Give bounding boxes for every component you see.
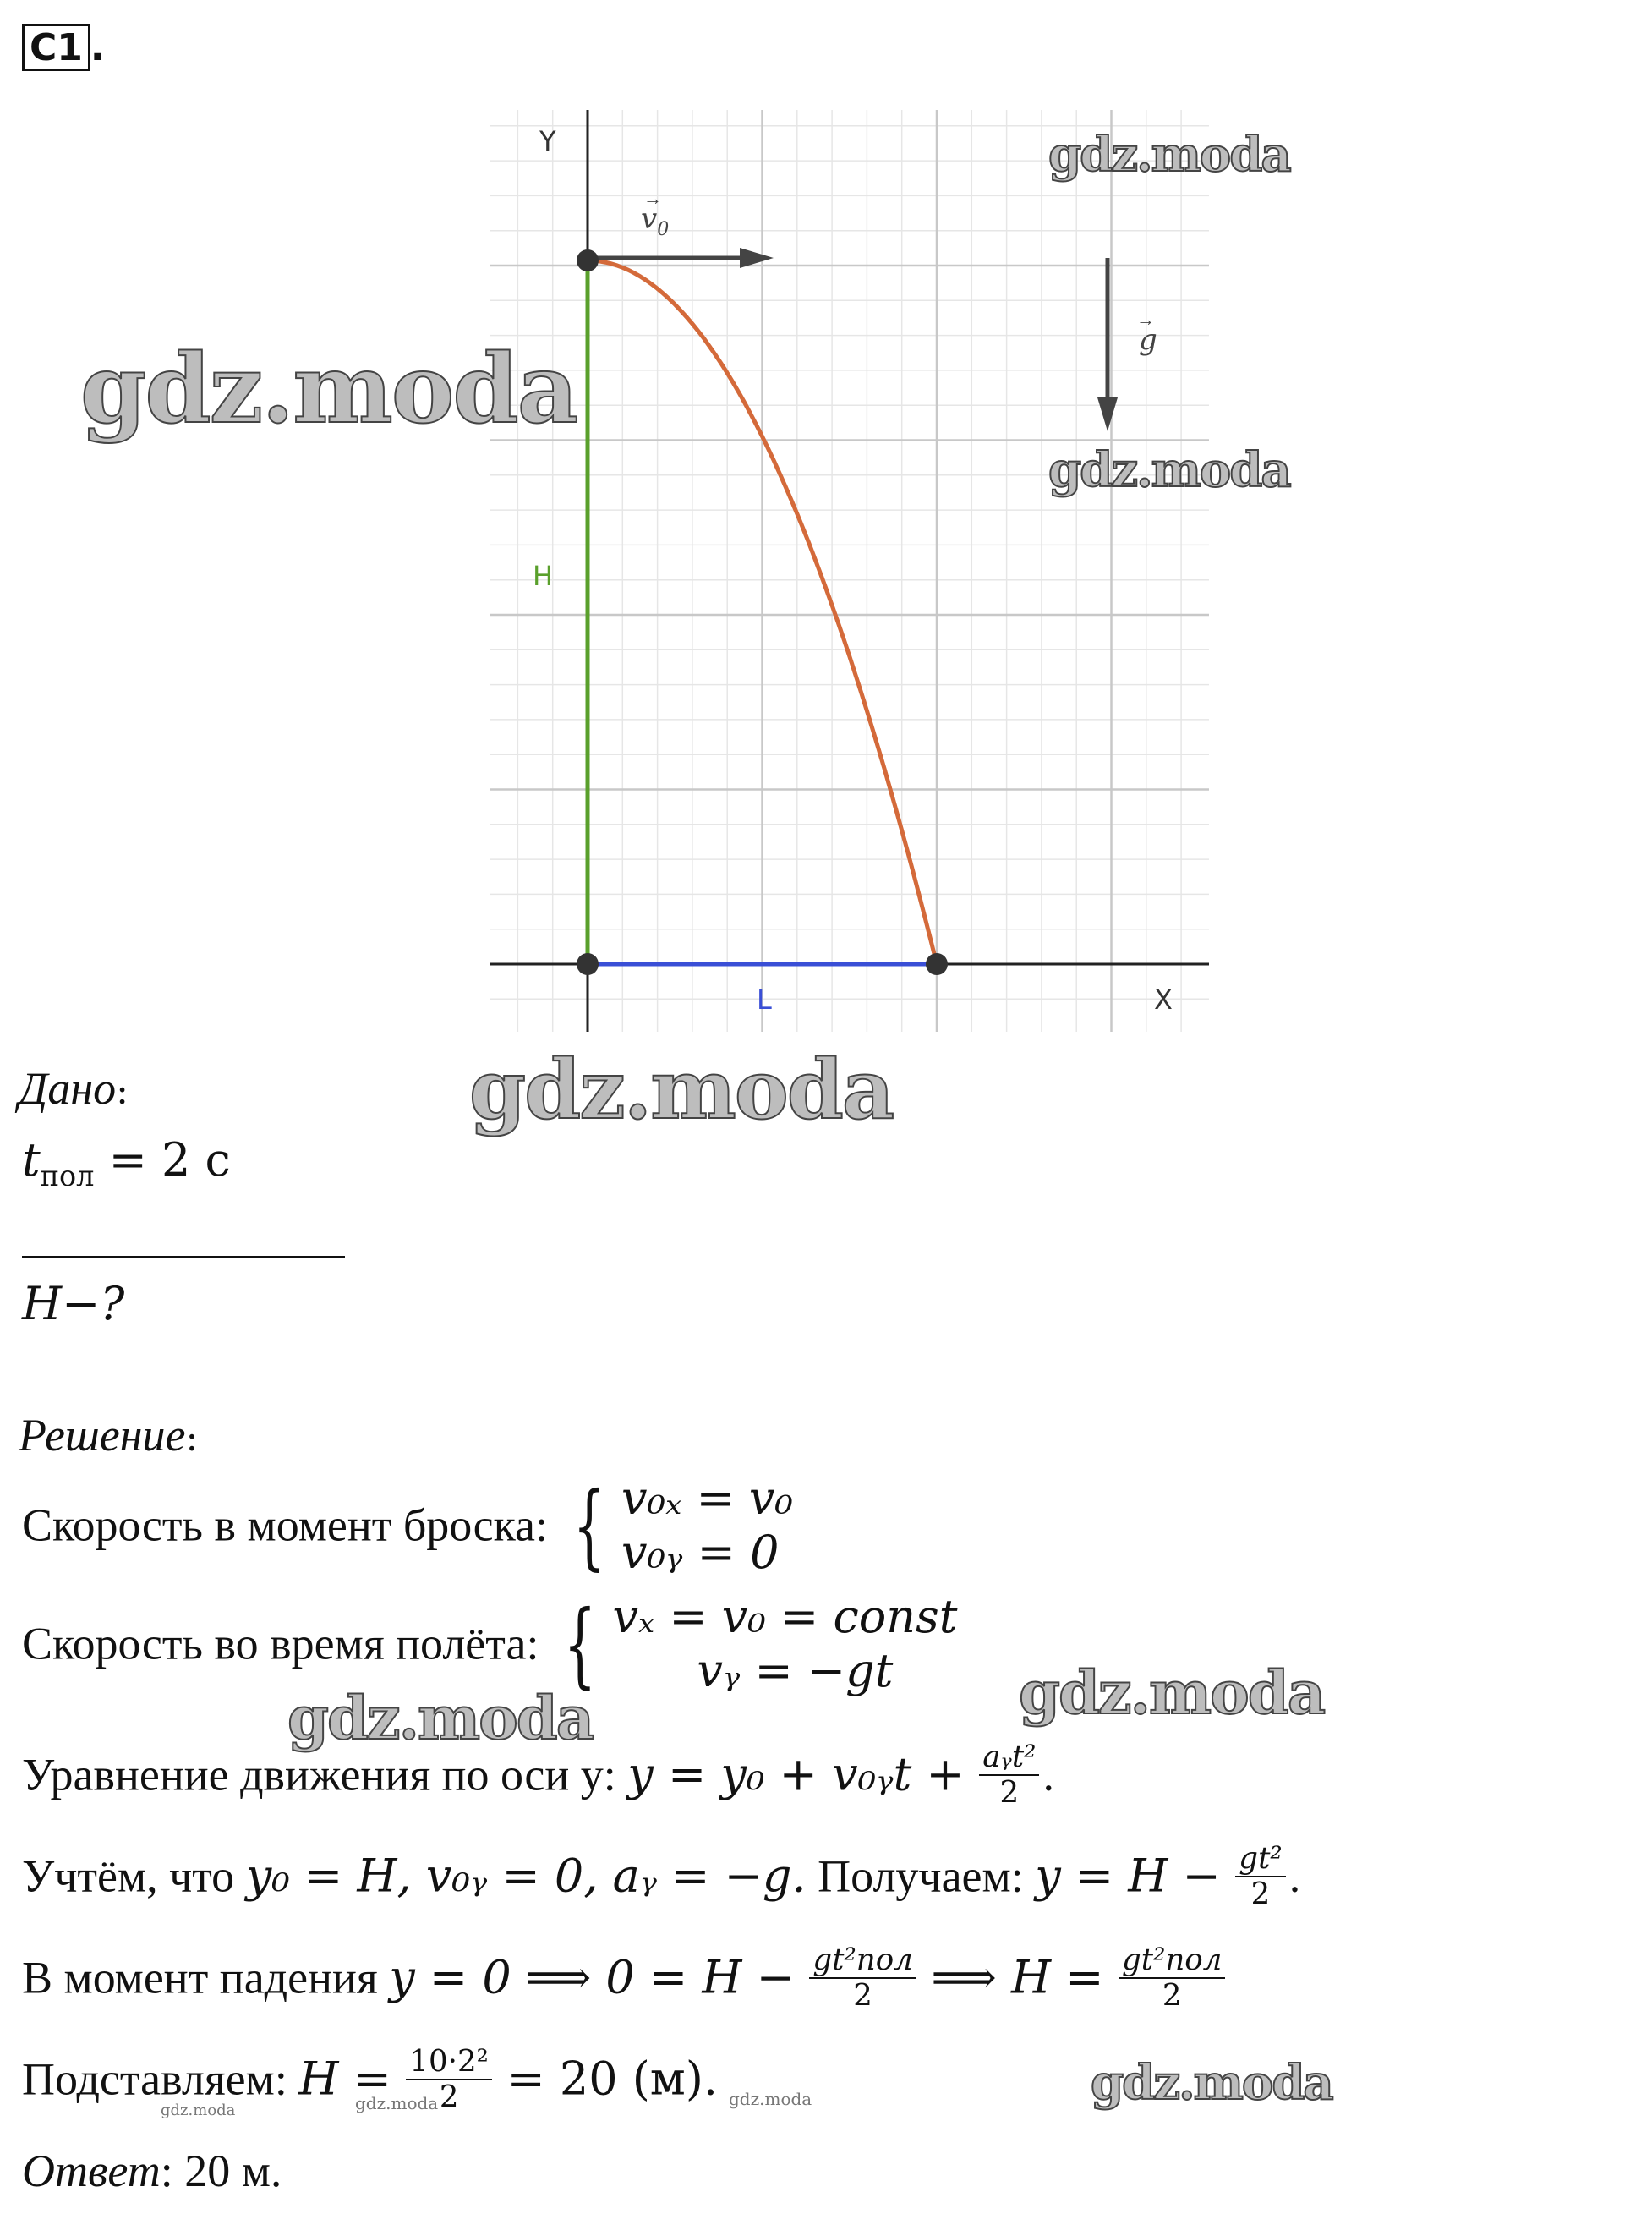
gravity-label: g	[1139, 323, 1157, 357]
grid-minor	[490, 110, 1209, 1032]
solution-line-4	[22, 1841, 1301, 1911]
line5-text: В момент падения	[22, 1952, 378, 2003]
line2-brace: {	[563, 1589, 597, 1698]
line2-text: Скорость во время полёта:	[22, 1618, 539, 1669]
line2-eq1: vₓ = v₀ = const	[612, 1590, 958, 1643]
answer-colon: :	[160, 2146, 173, 2196]
answer-label: Ответ	[22, 2146, 161, 2196]
line3-frac-num: aᵧt²	[979, 1742, 1039, 1776]
watermark-center-large: gdz.moda	[469, 1042, 894, 1137]
given-heading	[19, 1063, 129, 1114]
line2-system	[612, 1590, 957, 1697]
line6-text: Подставляем:	[22, 2053, 287, 2105]
watermark-tiny-2: gdz.moda	[355, 2093, 439, 2113]
watermark-solution-left: gdz.moda	[287, 1683, 594, 1753]
solution-heading-colon: :	[185, 1417, 199, 1460]
line4-eq: y₀ = H, v₀ᵧ = 0, aᵧ = −g.	[245, 1849, 807, 1903]
line6-frac-num: 10·2²	[406, 2047, 492, 2080]
given-t-value: = 2 с	[94, 1133, 231, 1186]
line1-text: Скорость в момент броска:	[22, 1499, 549, 1551]
line5-frac2-num: gt²пол	[1119, 1945, 1225, 1979]
landing-point	[926, 953, 948, 975]
gravity-arrowhead	[1097, 397, 1118, 431]
line3-frac-den: 2	[999, 1774, 1020, 1810]
line3-end: .	[1042, 1749, 1054, 1800]
solution-line-1	[22, 1471, 793, 1579]
solution-line-3	[22, 1740, 1054, 1810]
line4-frac-num: gt²	[1235, 1844, 1285, 1877]
watermark-bottom-right: gdz.moda	[1091, 2055, 1332, 2111]
line3-text: Уравнение движения по оси y:	[22, 1749, 616, 1800]
watermark-tiny-3: gdz.moda	[729, 2089, 812, 2109]
problem-label-box: С1	[22, 24, 90, 71]
solution-line-2	[22, 1590, 957, 1697]
watermark-left-large: gdz.moda	[80, 334, 577, 445]
given-t-var: t	[22, 1133, 41, 1186]
line4-frac-den: 2	[1250, 1876, 1271, 1911]
watermark-top-right: gdz.moda	[1048, 127, 1290, 183]
problem-label-dot: .	[90, 26, 105, 69]
line5-eq2: ⟹ H =	[931, 1950, 1104, 2004]
line3-eq: y = y₀ + v₀ᵧt +	[627, 1747, 965, 1801]
line4-end: .	[1288, 1850, 1301, 1902]
given-heading-colon: :	[116, 1070, 129, 1113]
line6-eq2: = 20 (м).	[506, 2052, 719, 2106]
problem-label	[22, 24, 105, 71]
trajectory-figure	[482, 110, 1217, 1040]
line1-eq1: v₀ₓ = v₀	[621, 1471, 794, 1525]
line5-fraction-2	[1119, 1943, 1225, 2013]
height-label: H	[533, 560, 554, 592]
line4-eq2: y = H −	[1035, 1849, 1221, 1903]
line3-fraction	[979, 1740, 1039, 1810]
line6-frac-den: 2	[439, 2079, 459, 2114]
watermark-solution-right: gdz.moda	[1019, 1658, 1325, 1728]
watermark-right-mid: gdz.moda	[1048, 442, 1290, 498]
line4-text2: Получаем:	[818, 1850, 1024, 1902]
line1-brace: {	[572, 1471, 605, 1580]
gravity-arrow-mark: →	[1136, 309, 1155, 330]
velocity-arrow-mark: →	[643, 188, 662, 209]
given-unknown: H−?	[22, 1277, 125, 1330]
line1-system	[621, 1471, 793, 1579]
origin-point	[577, 953, 599, 975]
x-axis-label: X	[1154, 984, 1173, 1016]
solution-line-5	[22, 1943, 1228, 2013]
line4-text: Учтём, что	[22, 1850, 235, 1902]
line5-frac2-den: 2	[1162, 1977, 1182, 2013]
y-axis-label: Y	[539, 125, 556, 157]
given-t-sub: пол	[40, 1159, 95, 1192]
velocity-label: $v_0$	[641, 202, 670, 240]
watermark-tiny-1: gdz.moda	[161, 2102, 236, 2119]
answer-line	[22, 2148, 282, 2194]
answer-value: 20 м.	[172, 2146, 282, 2196]
line2-eq2: vᵧ = −gt	[697, 1643, 894, 1697]
line6-eq: H =	[298, 2052, 391, 2106]
solution-heading	[19, 1412, 198, 1458]
line5-fraction	[809, 1943, 916, 2013]
solution-heading-text: Решение	[19, 1410, 186, 1460]
line5-frac-num: gt²пол	[809, 1945, 916, 1979]
line4-fraction	[1235, 1841, 1285, 1911]
line1-eq2: v₀ᵧ = 0	[621, 1525, 780, 1579]
given-divider	[22, 1256, 345, 1258]
launch-point	[577, 249, 599, 271]
line5-eq: y = 0 ⟹ 0 = H −	[389, 1950, 795, 2004]
grid-major	[490, 110, 1209, 1032]
given-time	[22, 1133, 231, 1192]
line5-frac-den: 2	[853, 1977, 872, 2013]
given-heading-text: Дано	[19, 1063, 117, 1114]
distance-label: L	[757, 984, 772, 1016]
